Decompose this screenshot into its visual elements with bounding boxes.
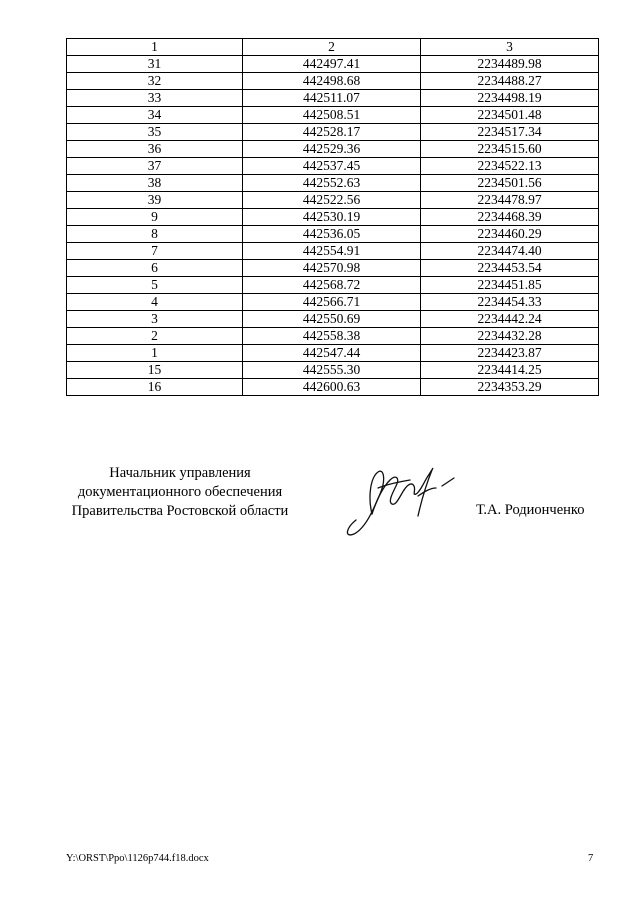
table-row: [67, 243, 599, 260]
cell-y-coordinate: 2234454.33: [421, 294, 599, 311]
table-row: [67, 90, 599, 107]
table-row: [67, 345, 599, 362]
cell-point-number: 31: [67, 56, 243, 73]
cell-point-number: 8: [67, 226, 243, 243]
cell-y-coordinate: 2234501.48: [421, 107, 599, 124]
cell-y-coordinate: 2234414.25: [421, 362, 599, 379]
cell-point-number: 7: [67, 243, 243, 260]
cell-x-coordinate: 442529.36: [243, 141, 421, 158]
cell-y-coordinate: 2234478.97: [421, 192, 599, 209]
page-number: 7: [588, 853, 594, 864]
cell-y-coordinate: 2234453.54: [421, 260, 599, 277]
table-row: [67, 73, 599, 90]
cell-y-coordinate: 2234442.24: [421, 311, 599, 328]
cell-y-coordinate: 2234432.28: [421, 328, 599, 345]
cell-x-coordinate: 442554.91: [243, 243, 421, 260]
cell-x-coordinate: 442568.72: [243, 277, 421, 294]
cell-x-coordinate: 442555.30: [243, 362, 421, 379]
coordinates-table-body: [67, 39, 599, 396]
cell-point-number: 6: [67, 260, 243, 277]
cell-point-number: 5: [67, 277, 243, 294]
signatory-position: [62, 464, 298, 521]
cell-y-coordinate: 2234474.40: [421, 243, 599, 260]
handwritten-signature: [338, 458, 458, 538]
cell-x-coordinate: 442508.51: [243, 107, 421, 124]
table-row: [67, 362, 599, 379]
cell-x-coordinate: 442550.69: [243, 311, 421, 328]
table-row: [67, 192, 599, 209]
cell-x-coordinate: 442497.41: [243, 56, 421, 73]
cell-y-coordinate: 2234423.87: [421, 345, 599, 362]
cell-point-number: 32: [67, 73, 243, 90]
signer-name: Т.А. Родионченко: [476, 502, 585, 518]
cell-point-number: 36: [67, 141, 243, 158]
header-cell-point-number: 1: [67, 39, 243, 56]
cell-x-coordinate: 442528.17: [243, 124, 421, 141]
cell-point-number: 37: [67, 158, 243, 175]
table-row: [67, 328, 599, 345]
cell-point-number: 33: [67, 90, 243, 107]
table-row: [67, 277, 599, 294]
cell-point-number: 35: [67, 124, 243, 141]
cell-x-coordinate: 442530.19: [243, 209, 421, 226]
table-header-row: [67, 39, 599, 56]
cell-point-number: 34: [67, 107, 243, 124]
cell-y-coordinate: 2234498.19: [421, 90, 599, 107]
cell-x-coordinate: 442566.71: [243, 294, 421, 311]
table-row: [67, 311, 599, 328]
cell-y-coordinate: 2234451.85: [421, 277, 599, 294]
cell-y-coordinate: 2234517.34: [421, 124, 599, 141]
table-row: [67, 56, 599, 73]
cell-y-coordinate: 2234460.29: [421, 226, 599, 243]
cell-point-number: 16: [67, 379, 243, 396]
position-line: Правительства Ростовской области: [71, 503, 289, 519]
cell-x-coordinate: 442570.98: [243, 260, 421, 277]
cell-x-coordinate: 442498.68: [243, 73, 421, 90]
cell-point-number: 2: [67, 328, 243, 345]
header-cell-y: 3: [421, 39, 599, 56]
cell-x-coordinate: 442522.56: [243, 192, 421, 209]
cell-point-number: 39: [67, 192, 243, 209]
cell-y-coordinate: 2234501.56: [421, 175, 599, 192]
cell-x-coordinate: 442547.44: [243, 345, 421, 362]
table-row: [67, 226, 599, 243]
table-row: [67, 158, 599, 175]
table-row: [67, 141, 599, 158]
position-line: Начальник управления: [109, 465, 251, 481]
table-row: [67, 107, 599, 124]
cell-point-number: 1: [67, 345, 243, 362]
cell-x-coordinate: 442511.07: [243, 90, 421, 107]
cell-x-coordinate: 442552.63: [243, 175, 421, 192]
coordinates-table: [66, 38, 599, 396]
cell-x-coordinate: 442558.38: [243, 328, 421, 345]
cell-y-coordinate: 2234468.39: [421, 209, 599, 226]
cell-x-coordinate: 442536.05: [243, 226, 421, 243]
cell-point-number: 4: [67, 294, 243, 311]
cell-point-number: 3: [67, 311, 243, 328]
cell-y-coordinate: 2234489.98: [421, 56, 599, 73]
table-row: [67, 209, 599, 226]
cell-point-number: 38: [67, 175, 243, 192]
cell-x-coordinate: 442600.63: [243, 379, 421, 396]
cell-point-number: 15: [67, 362, 243, 379]
table-row: [67, 379, 599, 396]
table-row: [67, 124, 599, 141]
table-row: [67, 260, 599, 277]
header-cell-x: 2: [243, 39, 421, 56]
position-line: документационного обеспечения: [77, 484, 283, 500]
table-row: [67, 294, 599, 311]
cell-point-number: 9: [67, 209, 243, 226]
table-row: [67, 175, 599, 192]
cell-y-coordinate: 2234522.13: [421, 158, 599, 175]
cell-y-coordinate: 2234488.27: [421, 73, 599, 90]
cell-y-coordinate: 2234515.60: [421, 141, 599, 158]
cell-x-coordinate: 442537.45: [243, 158, 421, 175]
document-file-path: Y:\ORST\Ppo\1126p744.f18.docx: [66, 853, 209, 864]
cell-y-coordinate: 2234353.29: [421, 379, 599, 396]
